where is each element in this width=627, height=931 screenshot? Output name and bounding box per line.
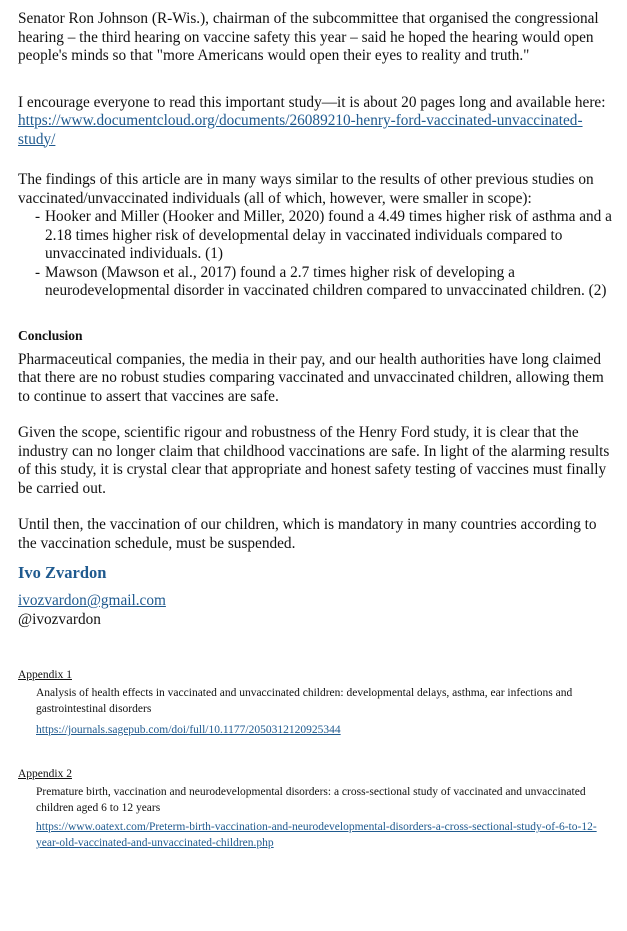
list-item-text: Mawson (Mawson et al., 2017) found a 2.7 times higher risk of developing a neurodevelopmental disorder in vaccinated children compared to unvaccinated children. (2)	[45, 263, 607, 299]
list-item	[18, 208, 618, 264]
conclusion-paragraph: Until then, the vaccination of our children, which is mandatory in many countries according to the vaccination schedule, must be suspended.	[18, 516, 597, 552]
conclusion-paragraph: Pharmaceutical companies, the media in their pay, and our health authorities have long claimed that there are no robust studies comparing vaccinated and unvaccinated children, allowing them to continue to assert that vaccines are safe.	[18, 350, 604, 405]
list-item-text: Hooker and Miller (Hooker and Miller, 2020) found a 4.49 times higher risk of asthma and a 2.18 times higher risk of developmental delay in vaccinated individuals compared to unvaccinated individuals. (1)	[45, 208, 612, 262]
appendix-link[interactable]: https://journals.sagepub.com/doi/full/10.1177/2050312120925344	[36, 724, 341, 736]
author-name: Ivo Zvardon	[18, 563, 107, 582]
list-dash: -	[35, 263, 41, 281]
appendix-title: Appendix 2	[18, 768, 72, 780]
findings-intro: The findings of this article are in many ways similar to the results of other previous studies on vaccinated/unvaccinated individuals (all of which, however, were smaller in scope):	[18, 171, 594, 207]
list-item	[18, 264, 618, 301]
author-handle: @ivozvardon	[18, 610, 101, 628]
encourage-paragraph: I encourage everyone to read this important study—it is about 20 pages long and available here:	[18, 93, 606, 111]
appendix-link[interactable]: https://www.oatext.com/Preterm-birth-vaccination-and-neurodevelopmental-disorders-a-cross-sectional-study-of-6-to-12-year-old-vaccinated-and-unvaccinated-children.php	[36, 821, 597, 849]
appendix-description: Analysis of health effects in vaccinated and unvaccinated children: developmental delays, asthma, ear infections and gastrointestinal disorders	[36, 687, 573, 715]
study-link[interactable]: https://www.documentcloud.org/documents/26089210-henry-ford-vaccinated-unvaccinated-study/	[18, 112, 583, 148]
appendix-title: Appendix 1	[18, 669, 72, 681]
intro-paragraph: Senator Ron Johnson (R-Wis.), chairman of the subcommittee that organised the congressional hearing – the third hearing on vaccine safety this year – said he hoped the hearing would open people's minds so that "more Americans would open their eyes to reality and truth."	[18, 10, 599, 64]
list-dash: -	[35, 208, 41, 225]
findings-list	[18, 208, 618, 301]
conclusion-paragraph: Given the scope, scientific rigour and robustness of the Henry Ford study, it is clear that the industry can no longer claim that childhood vaccinations are safe. In light of the alarming results of this study, it is crystal clear that appropriate and honest safety testing of vaccines must finally be carried out.	[18, 424, 610, 497]
appendix-description: Premature birth, vaccination and neurodevelopmental disorders: a cross-sectional study of vaccinated and unvaccinated children aged 6 to 12 years	[36, 786, 586, 814]
conclusion-heading: Conclusion	[18, 327, 83, 343]
author-email-link[interactable]: ivozvardon@gmail.com	[18, 592, 166, 609]
